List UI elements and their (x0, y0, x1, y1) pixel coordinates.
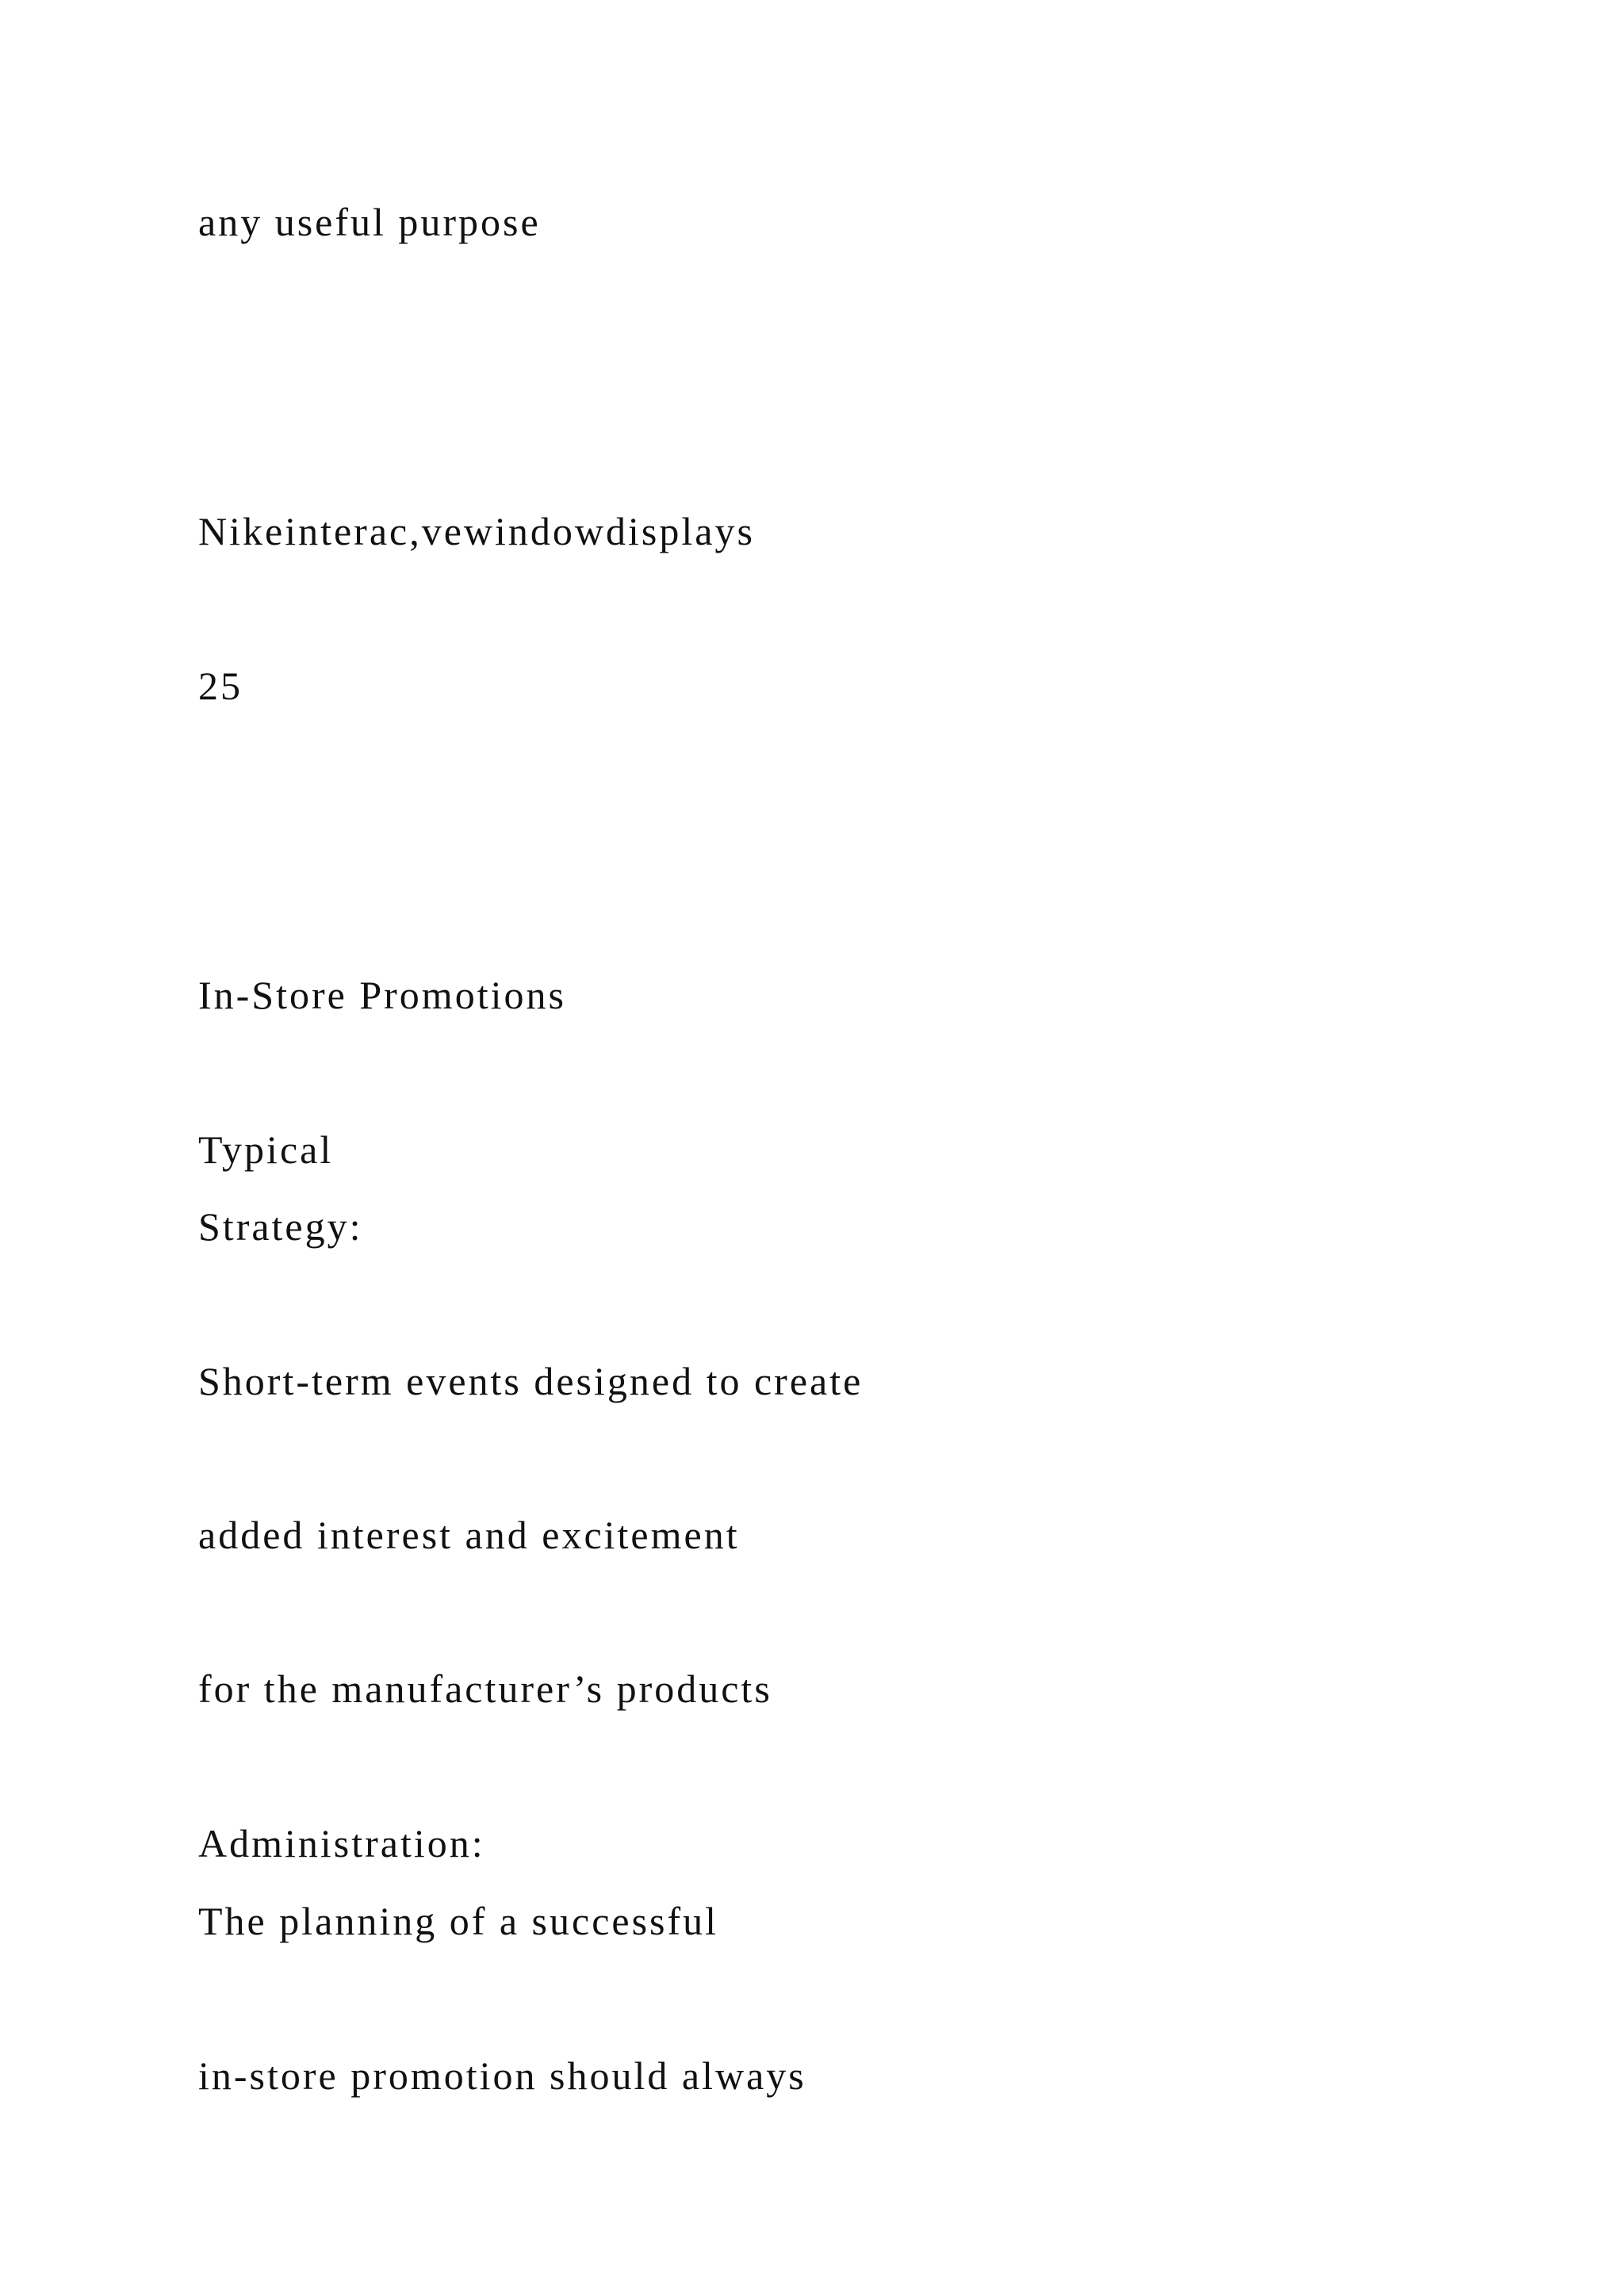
section-heading: In-Store Promotions (198, 973, 566, 1017)
text-line: any useful purpose (198, 200, 541, 244)
strategy-label: Strategy: (198, 1204, 363, 1249)
text-line: added interest and excitement (198, 1513, 740, 1557)
text-line: for the manufacturer’s products (198, 1667, 772, 1711)
slide-number: 25 (198, 664, 243, 708)
text-line: in-store promotion should always (198, 2053, 806, 2098)
text-line: The planning of a successful (198, 1899, 719, 1943)
administration-label: Administration: (198, 1821, 485, 1866)
slide-caption: Nikeinterac,vewindowdisplays (198, 509, 755, 553)
text-line: Typical (198, 1127, 334, 1172)
text-line: Short-term events designed to create (198, 1359, 864, 1403)
